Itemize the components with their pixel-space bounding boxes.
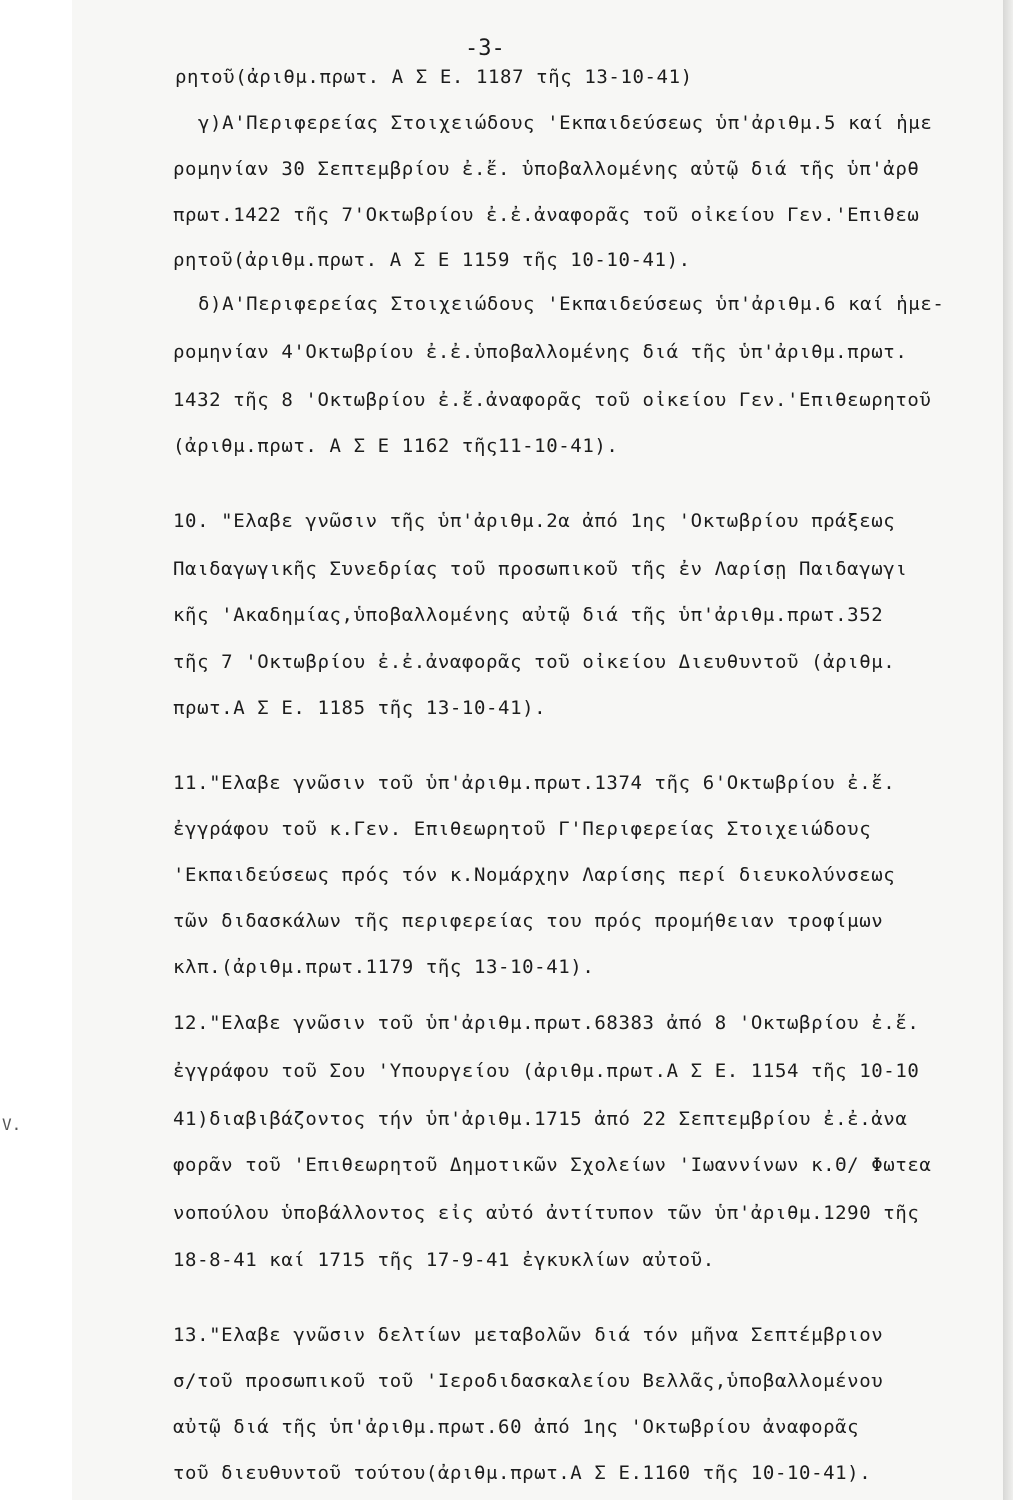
text-line: 12."Ελαβε γνῶσιν τοῦ ὑπ'ἀριθμ.πρωτ.68383 ἀπό 8 'Οκτωβρίου ἐ.ἔ. — [173, 1012, 920, 1034]
page-number: -3- — [465, 36, 505, 61]
text-line: σ/τοῦ προσωπικοῦ τοῦ 'Ιεροδιδασκαλείου Βελλᾶς,ὑποβαλλομένου — [173, 1369, 884, 1392]
text-line: κῆς 'Ακαδημίας,ὑποβαλλομένης αὐτῷ διά τῆς ὑπ'ἀριθμ.πρωτ.352 — [173, 604, 884, 627]
text-line: αὐτῷ διά τῆς ὑπ'ἀριθμ.πρωτ.60 ἀπό 1ης 'Οκτωβρίου ἀναφορᾶς — [173, 1415, 860, 1438]
text-line: 13."Ελαβε γνῶσιν δελτίων μεταβολῶν διά τόν μῆνα Σεπτέμβριον — [173, 1323, 884, 1346]
text-line: πρωτ.Α Σ Ε. 1185 τῆς 13-10-41). — [173, 696, 547, 719]
text-line: ἐγγράφου τοῦ Σου 'Υπουργείου (ἀριθμ.πρωτ.Α Σ Ε. 1154 τῆς 10-10 — [173, 1060, 920, 1083]
scan-right-edge — [1003, 0, 1013, 1500]
text-line: ἐγγράφου τοῦ κ.Γεν. Επιθεωρητοῦ Γ'Περιφερείας Στοιχειώδους — [173, 817, 872, 840]
text-line: γ)Α'Περιφερείας Στοιχειώδους 'Εκπαιδεύσεως ὑπ'ἀριθμ.5 καί ἡμε — [198, 112, 933, 135]
text-line: πρωτ.1422 τῆς 7'Οκτωβρίου ἐ.ἐ.ἀναφορᾶς τοῦ οἰκείου Γεν.'Επιθεω — [173, 204, 920, 227]
text-line: κλπ.(ἀριθμ.πρωτ.1179 τῆς 13-10-41). — [173, 956, 595, 979]
text-line: φορᾶν τοῦ 'Επιθεωρητοῦ Δημοτικῶν Σχολείων 'Ιωαννίνων κ.Θ/ Φωτεα — [173, 1154, 932, 1177]
text-line: 'Εκπαιδεύσεως πρός τόν κ.Νομάρχην Λαρίσης περί διευκολύνσεως — [173, 864, 896, 886]
text-line: ρητοῦ(ἀριθμ.πρωτ. Α Σ Ε. 1187 τῆς 13-10-41) — [175, 66, 693, 88]
text-line: 41)διαβιβάζοντος τήν ὑπ'ἀριθμ.1715 ἀπό 22 Σεπτεμβρίου ἐ.ἐ.ἀνα — [173, 1108, 908, 1131]
text-line: 18-8-41 καί 1715 τῆς 17-9-41 ἐγκυκλίων αὐτοῦ. — [173, 1248, 715, 1271]
text-line: ρητοῦ(ἀριθμ.πρωτ. Α Σ Ε 1159 τῆς 10-10-41). — [173, 248, 691, 271]
text-line: τοῦ διευθυντοῦ τούτου(ἀριθμ.πρωτ.Α Σ Ε.1160 τῆς 10-10-41). — [173, 1462, 872, 1484]
scan-left-margin — [0, 0, 72, 1500]
text-line: νοπούλου ὑποβάλλοντος εἰς αὐτό ἀντίτυπον τῶν ὑπ'ἀριθμ.1290 τῆς — [173, 1202, 920, 1225]
text-line: δ)Α'Περιφερείας Στοιχειώδους 'Εκπαιδεύσεως ὑπ'ἀριθμ.6 καί ἡμε- — [198, 292, 945, 315]
text-line: 1432 τῆς 8 'Οκτωβρίου ἐ.ἔ.ἀναφορᾶς τοῦ οἰκείου Γεν.'Επιθεωρητοῦ — [173, 389, 932, 411]
text-line: ρομηνίαν 4'Οκτωβρίου ἐ.ἐ.ὑποβαλλομένης διά τῆς ὑπ'ἀριθμ.πρωτ. — [173, 341, 908, 363]
text-line: Παιδαγωγικῆς Συνεδρίας τοῦ προσωπικοῦ τῆς ἐν Λαρίσῃ Παιδαγωγι — [173, 558, 908, 581]
text-line: τῶν διδασκάλων τῆς περιφερείας του πρός προμήθειαν τροφίμων — [173, 910, 884, 933]
margin-mark: V. — [2, 1115, 22, 1134]
text-line: 11."Ελαβε γνῶσιν τοῦ ὑπ'ἀριθμ.πρωτ.1374 τῆς 6'Οκτωβρίου ἐ.ἔ. — [173, 771, 896, 794]
text-line: 10. "Ελαβε γνῶσιν τῆς ὑπ'ἀριθμ.2α ἀπό 1ης 'Οκτωβρίου πράξεως — [173, 510, 896, 533]
text-line: ρομηνίαν 30 Σεπτεμβρίου ἐ.ἔ. ὑποβαλλομένης αὐτῷ διά τῆς ὑπ'ἀρθ — [173, 158, 920, 181]
text-line: (ἀριθμ.πρωτ. Α Σ Ε 1162 τῆς11-10-41). — [173, 435, 619, 458]
text-line: τῆς 7 'Οκτωβρίου ἐ.ἐ.ἀναφορᾶς τοῦ οἰκείου Διευθυντοῦ (ἀριθμ. — [173, 650, 896, 673]
